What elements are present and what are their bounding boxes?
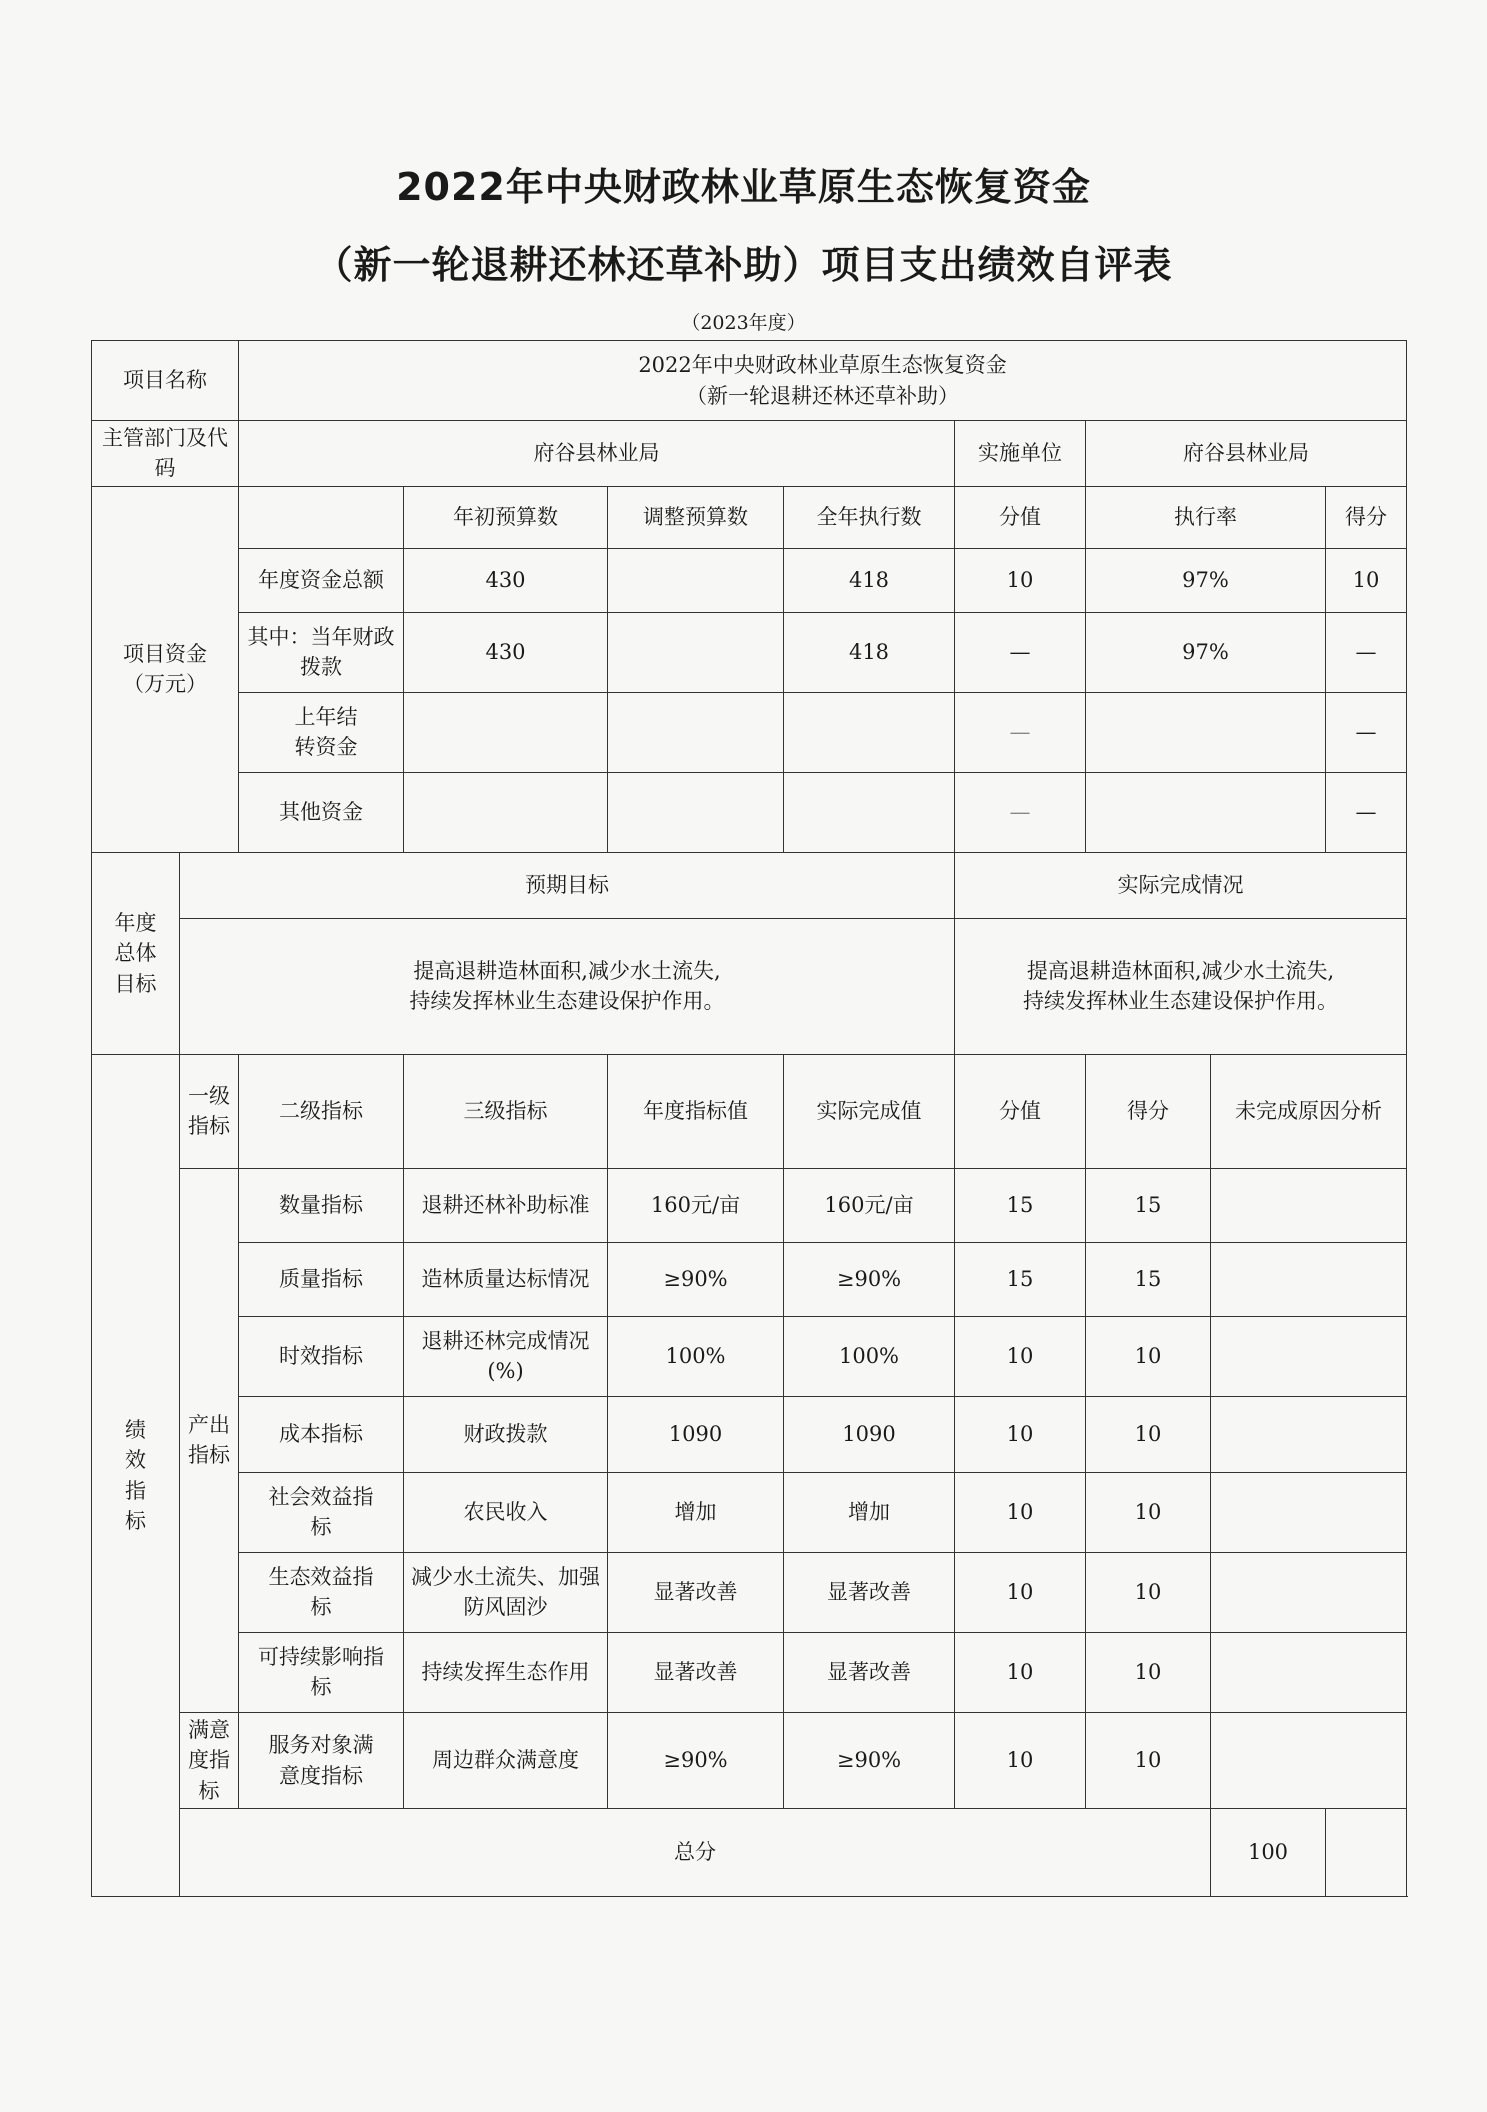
funds-initial: [404, 692, 608, 772]
indicator-reason: [1211, 1712, 1407, 1808]
funds-score-value: —: [955, 692, 1086, 772]
goals-content-row: [92, 918, 1407, 1054]
funds-header-rate: 执行率: [1086, 486, 1326, 548]
report-year: （2023年度）: [681, 312, 806, 334]
indicator-actual: 显著改善: [784, 1632, 955, 1712]
indicator-row: [92, 1632, 1407, 1712]
funds-row-label: 上年结转资金: [239, 692, 404, 772]
indicator-score: 10: [1086, 1552, 1211, 1632]
funds-rate: 97%: [1086, 612, 1326, 692]
funds-row: [92, 548, 1407, 612]
funds-score: —: [1326, 772, 1407, 852]
indicator-target: 增加: [608, 1472, 784, 1552]
total-value: 100: [1211, 1809, 1326, 1897]
header-score-value: 分值: [955, 1054, 1086, 1168]
indicator-level2: 成本指标: [239, 1396, 404, 1472]
indicator-level3: 持续发挥生态作用: [404, 1632, 608, 1712]
indicator-reason: [1211, 1632, 1407, 1712]
total-blank: [1326, 1809, 1407, 1897]
funds-header-score: 得分: [1326, 486, 1407, 548]
indicator-reason: [1211, 1242, 1407, 1316]
funds-adjusted: [608, 772, 784, 852]
indicator-actual: 增加: [784, 1472, 955, 1552]
title-line-2: （新一轮退耕还林还草补助）项目支出绩效自评表: [314, 243, 1173, 287]
indicator-row: [92, 1712, 1407, 1808]
indicator-score: 10: [1086, 1316, 1211, 1396]
funds-label-line-1: 项目资金: [123, 641, 207, 666]
funds-row-label: 年度资金总额: [239, 548, 404, 612]
indicator-reason: [1211, 1168, 1407, 1242]
header-actual: 实际完成值: [784, 1054, 955, 1168]
funds-row-label: 其中：当年财政拨款: [239, 612, 404, 692]
indicator-level3: 退耕还林补助标准: [404, 1168, 608, 1242]
goals-label-line-1: 年度: [114, 910, 157, 935]
actual-goal-line-2: 持续发挥林业生态建设保护作用。: [1023, 989, 1339, 1014]
indicator-level2: 质量指标: [239, 1242, 404, 1316]
funds-row: [92, 692, 1407, 772]
indicators-label-char: 指: [125, 1478, 146, 1503]
indicators-label-char: 绩: [125, 1417, 146, 1442]
indicator-row: [92, 1472, 1407, 1552]
funds-rate: [1086, 772, 1326, 852]
funds-executed: [784, 692, 955, 772]
indicator-reason: [1211, 1316, 1407, 1396]
indicator-score-value: 10: [955, 1632, 1086, 1712]
header-score: 得分: [1086, 1054, 1211, 1168]
indicator-row: [92, 1552, 1407, 1632]
funds-header-row: [92, 486, 1407, 548]
goals-label-line-3: 目标: [114, 971, 157, 996]
goals-label-line-2: 总体: [114, 941, 157, 966]
indicator-score-value: 10: [955, 1396, 1086, 1472]
header-level3: 三级指标: [404, 1054, 608, 1168]
expected-goal-line-2: 持续发挥林业生态建设保护作用。: [409, 989, 725, 1014]
indicators-section-label: [92, 1054, 180, 1896]
indicator-level3: 周边群众满意度: [404, 1712, 608, 1808]
funds-score-value: 10: [955, 548, 1086, 612]
funds-adjusted: [608, 612, 784, 692]
indicator-actual: 160元/亩: [784, 1168, 955, 1242]
indicator-level3: 农民收入: [404, 1472, 608, 1552]
title-line-1: 2022年中央财政林业草原生态恢复资金: [396, 165, 1091, 209]
implementing-unit-label: 实施单位: [955, 421, 1086, 487]
funds-initial: 430: [404, 548, 608, 612]
self-evaluation-table: [91, 340, 1407, 1897]
indicator-score: 15: [1086, 1242, 1211, 1316]
funds-label: [92, 486, 239, 852]
indicator-score-value: 15: [955, 1242, 1086, 1316]
funds-score: 10: [1326, 548, 1407, 612]
header-target: 年度指标值: [608, 1054, 784, 1168]
indicator-level2: 服务对象满意度指标: [239, 1712, 404, 1808]
output-indicator-label: 产出指标: [180, 1168, 239, 1712]
indicator-target: 160元/亩: [608, 1168, 784, 1242]
indicator-actual: 显著改善: [784, 1552, 955, 1632]
indicator-row: [92, 1242, 1407, 1316]
indicator-actual: 100%: [784, 1316, 955, 1396]
indicator-actual: ≥90%: [784, 1712, 955, 1808]
goals-label: [92, 852, 180, 1054]
header-reason: 未完成原因分析: [1211, 1054, 1407, 1168]
indicator-score-value: 10: [955, 1472, 1086, 1552]
funds-header-adjusted: 调整预算数: [608, 486, 784, 548]
funds-header-score-value: 分值: [955, 486, 1086, 548]
indicator-score: 10: [1086, 1472, 1211, 1552]
indicator-score-value: 15: [955, 1168, 1086, 1242]
actual-goal: [955, 918, 1407, 1054]
funds-score: —: [1326, 612, 1407, 692]
indicator-actual: 1090: [784, 1396, 955, 1472]
indicator-target: 1090: [608, 1396, 784, 1472]
indicator-score-value: 10: [955, 1316, 1086, 1396]
indicators-header-row: [92, 1054, 1407, 1168]
indicator-row: [92, 1396, 1407, 1472]
indicator-reason: [1211, 1472, 1407, 1552]
total-label: 总分: [180, 1809, 1211, 1897]
indicator-level3: 减少水土流失、加强防风固沙: [404, 1552, 608, 1632]
indicators-label-char: 标: [125, 1508, 146, 1533]
indicator-level3: 造林质量达标情况: [404, 1242, 608, 1316]
total-row: [92, 1809, 1407, 1897]
expected-goal-line-1: 提高退耕造林面积,减少水土流失,: [413, 958, 721, 983]
indicator-row: [92, 1316, 1407, 1396]
actual-goal-header: 实际完成情况: [955, 852, 1407, 918]
indicator-level2: 社会效益指标: [239, 1472, 404, 1552]
indicator-score: 10: [1086, 1632, 1211, 1712]
department-label: 主管部门及代码: [92, 421, 239, 487]
funds-score-value: —: [955, 612, 1086, 692]
funds-initial: [404, 772, 608, 852]
indicator-reason: [1211, 1552, 1407, 1632]
indicator-target: 显著改善: [608, 1632, 784, 1712]
indicator-score-value: 10: [955, 1712, 1086, 1808]
project-name-line-1: 2022年中央财政林业草原生态恢复资金: [638, 353, 1007, 378]
indicators-label-char: 效: [125, 1448, 146, 1473]
funds-header-initial: 年初预算数: [404, 486, 608, 548]
header-level1: 一级指标: [180, 1054, 239, 1168]
indicator-level2: 数量指标: [239, 1168, 404, 1242]
indicator-target: ≥90%: [608, 1242, 784, 1316]
indicator-level2: 可持续影响指标: [239, 1632, 404, 1712]
indicator-target: ≥90%: [608, 1712, 784, 1808]
project-name-value: [239, 341, 1407, 421]
indicator-score-value: 10: [955, 1552, 1086, 1632]
funds-initial: 430: [404, 612, 608, 692]
indicator-score: 10: [1086, 1712, 1211, 1808]
indicator-target: 显著改善: [608, 1552, 784, 1632]
indicator-actual: ≥90%: [784, 1242, 955, 1316]
goals-header-row: [92, 852, 1407, 918]
implementing-unit-value: 府谷县林业局: [1086, 421, 1407, 487]
funds-executed: 418: [784, 548, 955, 612]
indicator-score: 10: [1086, 1396, 1211, 1472]
funds-header-blank: [239, 486, 404, 548]
funds-row: [92, 612, 1407, 692]
expected-goal-header: 预期目标: [180, 852, 955, 918]
indicator-level3: 退耕还林完成情况(%): [404, 1316, 608, 1396]
header-level2: 二级指标: [239, 1054, 404, 1168]
funds-score-value: —: [955, 772, 1086, 852]
actual-goal-line-1: 提高退耕造林面积,减少水土流失,: [1026, 958, 1335, 983]
funds-executed: 418: [784, 612, 955, 692]
project-name-row: [92, 341, 1407, 421]
indicator-row: [92, 1168, 1407, 1242]
funds-rate: 97%: [1086, 548, 1326, 612]
department-row: [92, 421, 1407, 487]
funds-rate: [1086, 692, 1326, 772]
indicator-level2: 时效指标: [239, 1316, 404, 1396]
funds-row: [92, 772, 1407, 852]
funds-label-line-2: （万元）: [123, 672, 207, 697]
indicator-target: 100%: [608, 1316, 784, 1396]
department-value: 府谷县林业局: [239, 421, 955, 487]
indicator-level2: 生态效益指标: [239, 1552, 404, 1632]
indicator-level3: 财政拨款: [404, 1396, 608, 1472]
expected-goal: [180, 918, 955, 1054]
funds-row-label: 其他资金: [239, 772, 404, 852]
funds-score: —: [1326, 692, 1407, 772]
funds-adjusted: [608, 692, 784, 772]
funds-header-executed: 全年执行数: [784, 486, 955, 548]
satisfaction-indicator-label: 满意度指标: [180, 1712, 239, 1808]
project-name-line-2: （新一轮退耕还林还草补助）: [686, 383, 960, 408]
project-name-label: 项目名称: [92, 341, 239, 421]
funds-adjusted: [608, 548, 784, 612]
indicator-reason: [1211, 1396, 1407, 1472]
funds-executed: [784, 772, 955, 852]
indicator-score: 15: [1086, 1168, 1211, 1242]
